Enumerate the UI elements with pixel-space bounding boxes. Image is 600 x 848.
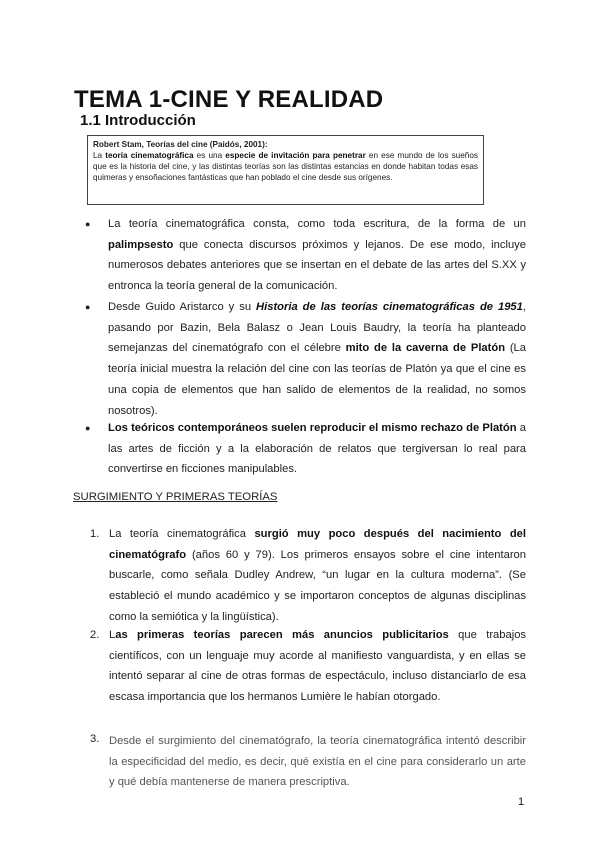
bullet-item: ● La teoría cinematográfica consta, como toda escritura, de la forma de un palimpsesto que conecta discursos próximos y lejanos. De ese modo, incluye numerosos debates anteriores que se insertan en el debate de las artes del S.XX y entronca la teoría general de la comunicación. xyxy=(96,214,526,297)
bullet-icon: ● xyxy=(85,423,91,433)
numbered-item: 1. La teoría cinematográfica surgió muy poco después del nacimiento del cinematógrafo (años 60 y 79). Los primeros ensayos sobre el cine intentaron buscarle, como señala Dudley Andrew, “un lugar en la cultura moderna”. (Se estableció el mundo académico y se importaron conceptos de algunas disciplinas como la semiótica y la lingüística). xyxy=(90,528,526,623)
numbered-item: 2. Las primeras teorías parecen más anuncios publicitarios que trabajos científicos, con un lenguaje muy acorde al manifiesto vanguardista, y en ellas se intentó separar al cine de otras formas de espectáculo, incluso distanciarlo de esa escasa importancia que los hermanos Lumière le habían otorgado. xyxy=(90,629,527,704)
quote-source: Robert Stam, Teorías del cine (Paidós, 2001): xyxy=(93,140,268,149)
page-number: 1 xyxy=(518,796,525,808)
quote-box xyxy=(87,135,484,205)
bullet-item: ● Los teóricos contemporáneos suelen reproducir el mismo rechazo de Platón a las artes de ficción y a la elaboración de relatos que tergiversan lo real para convertirse en ficciones manipulables. xyxy=(96,418,526,480)
page-title: TEMA 1-CINE Y REALIDAD xyxy=(74,86,384,113)
section-heading: SURGIMIENTO Y PRIMERAS TEORÍAS xyxy=(73,491,278,503)
bullet-item: ● Desde Guido Aristarco y su Historia de las teorías cinematográficas de 1951, pasando por Bazin, Bela Balasz o Jean Louis Baudry, la teoría ha planteado semejanzas del cinematógrafo con el célebre mito de la caverna de Platón (La teoría inicial muestra la relación del cine con las teorías de Platón ya que el cine es una copia de elementos que han salido de elementos de la realidad, no somos nosotros). xyxy=(96,297,526,421)
section-subtitle: 1.1 Introducción xyxy=(80,112,196,129)
numbered-item: 3. Desde el surgimiento del cinematógrafo, la teoría cinematográfica intentó describir la especificidad del medio, es decir, qué existía en el cine para considerarlo un arte y qué debía mantenerse de manera prescriptiva. xyxy=(90,733,526,789)
bullet-icon: ● xyxy=(85,302,91,312)
bullet-icon: ● xyxy=(85,219,91,229)
quote-text: La teoría cinematográfica es una especie de invitación para penetrar en ese mundo de los sueños que es la historia del cine, y las distintas teorías son las distintas estancias en donde habitan todas esas quimeras y ensoñaciones fantásticas que han poblado el cine desde sus orígenes. xyxy=(93,151,478,182)
